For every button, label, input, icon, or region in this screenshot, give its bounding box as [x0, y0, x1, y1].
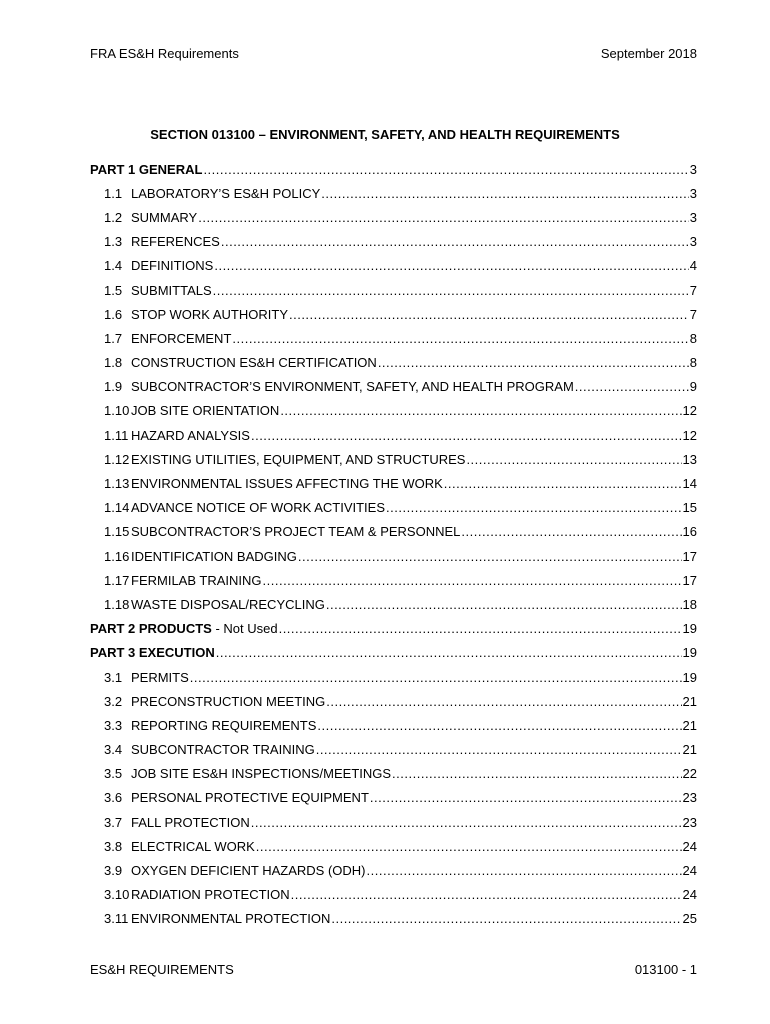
toc-entry[interactable] [90, 375, 697, 399]
toc-page-number: 24 [682, 838, 697, 854]
toc-dot-leader [331, 911, 681, 926]
toc-dot-leader [289, 307, 689, 322]
toc-entry[interactable] [90, 278, 697, 302]
toc-entry-number: 3.4 [104, 742, 123, 758]
toc-entry-number: 1.9 [104, 379, 123, 395]
toc-page-number: 16 [682, 524, 697, 540]
toc-entry[interactable] [90, 665, 697, 689]
toc-entry[interactable] [90, 762, 697, 786]
toc-page-number: 12 [682, 403, 697, 419]
toc-dot-leader [392, 766, 681, 781]
toc-page-number: 4 [689, 258, 697, 274]
toc-entry-number: 1.3 [104, 234, 123, 250]
toc-entry[interactable] [90, 689, 697, 713]
toc-entry[interactable] [90, 520, 697, 544]
toc-dot-leader [190, 670, 682, 685]
toc-entry-title: SUMMARY [131, 209, 198, 225]
toc-page-number: 19 [682, 621, 697, 637]
toc-entry-number: 1.12 [104, 451, 130, 467]
toc-dot-leader [203, 162, 688, 177]
toc-entry-title: SUBCONTRACTOR TRAINING [131, 742, 315, 758]
toc-dot-leader [575, 379, 689, 394]
toc-dot-leader [326, 694, 681, 709]
toc-page-number: 19 [682, 669, 697, 685]
toc-page-number: 7 [689, 306, 697, 322]
toc-dot-leader [263, 573, 682, 588]
toc-page-number: 14 [682, 476, 697, 492]
toc-entry[interactable] [90, 592, 697, 616]
toc-dot-leader [251, 428, 682, 443]
toc-entry-number: 1.6 [104, 306, 123, 322]
toc-entry[interactable] [90, 858, 697, 882]
toc-entry[interactable] [90, 544, 697, 568]
toc-entry-title [90, 621, 278, 636]
toc-entry-title: ENVIRONMENTAL PROTECTION [131, 911, 331, 927]
toc-dot-leader [280, 403, 681, 418]
toc-entry-title: ENVIRONMENTAL ISSUES AFFECTING THE WORK [131, 476, 443, 492]
toc-entry-title: SUBCONTRACTOR’S ENVIRONMENT, SAFETY, AND HEALTH PROGRAM [131, 379, 574, 395]
toc-page-number: 8 [689, 330, 697, 346]
toc-page-number: 24 [682, 863, 697, 879]
footer-label: ES&H REQUIREMENTS [90, 962, 234, 977]
toc-entry[interactable] [90, 834, 697, 858]
table-of-contents [90, 157, 697, 931]
toc-entry-title: FALL PROTECTION [131, 814, 250, 830]
toc-dot-leader [444, 476, 682, 491]
toc-entry-title: FERMILAB TRAINING [131, 572, 262, 588]
toc-entry-number: 1.10 [104, 403, 130, 419]
toc-entry[interactable] [90, 302, 697, 326]
toc-entry[interactable] [90, 254, 697, 278]
toc-entry[interactable] [90, 447, 697, 471]
toc-page-number: 13 [682, 451, 697, 467]
toc-entry[interactable] [90, 423, 697, 447]
toc-entry-number: 3.6 [104, 790, 123, 806]
toc-page-number: 24 [682, 887, 697, 903]
toc-entry-title: REPORTING REQUIREMENTS [131, 717, 317, 733]
toc-entry[interactable] [90, 738, 697, 762]
toc-entry-number: 3.7 [104, 814, 123, 830]
toc-entry-title: SUBMITTALS [131, 282, 212, 298]
toc-entry-number: 1.4 [104, 258, 123, 274]
header-document-title: FRA ES&H Requirements [90, 46, 239, 61]
toc-entry-title: IDENTIFICATION BADGING [131, 548, 297, 564]
toc-entry[interactable] [90, 471, 697, 495]
toc-entry-number: 3.1 [104, 669, 123, 685]
toc-entry[interactable] [90, 883, 697, 907]
toc-page-number: 21 [682, 717, 697, 733]
toc-entry-number: 1.7 [104, 330, 123, 346]
toc-page-number: 3 [689, 161, 697, 177]
toc-part-note: - Not Used [211, 621, 278, 637]
toc-dot-leader [386, 500, 682, 515]
toc-entry[interactable] [90, 496, 697, 520]
toc-entry-number: 1.13 [104, 476, 130, 492]
toc-dot-leader [317, 718, 681, 733]
toc-page-number: 17 [682, 572, 697, 588]
toc-entry-title: SUBCONTRACTOR’S PROJECT TEAM & PERSONNEL [131, 524, 461, 540]
toc-entry-number: 1.5 [104, 282, 123, 298]
toc-dot-leader [251, 815, 682, 830]
toc-page-number: 3 [689, 209, 697, 225]
toc-entry[interactable] [90, 351, 697, 375]
toc-entry[interactable] [90, 326, 697, 350]
toc-entry-title: REFERENCES [131, 234, 220, 250]
toc-entry[interactable] [90, 907, 697, 931]
toc-entry-number: 1.8 [104, 355, 123, 371]
toc-dot-leader [214, 258, 688, 273]
toc-page-number: 23 [682, 790, 697, 806]
toc-page-number: 3 [689, 234, 697, 250]
toc-entry-number: 1.16 [104, 548, 130, 564]
toc-part-heading[interactable] [90, 157, 697, 181]
toc-entry-number: 3.3 [104, 717, 123, 733]
toc-dot-leader [321, 186, 688, 201]
toc-page-number: 21 [682, 693, 697, 709]
toc-entry-title: RADIATION PROTECTION [131, 887, 290, 903]
toc-entry-title: ENFORCEMENT [131, 330, 232, 346]
toc-entry-title: DEFINITIONS [131, 258, 214, 274]
toc-dot-leader [298, 549, 682, 564]
toc-entry[interactable] [90, 810, 697, 834]
toc-dot-leader [221, 234, 689, 249]
toc-dot-leader [378, 355, 689, 370]
toc-part-label: PART 2 PRODUCTS [90, 621, 212, 637]
toc-dot-leader [326, 597, 682, 612]
toc-entry-title: JOB SITE ES&H INSPECTIONS/MEETINGS [131, 766, 392, 782]
toc-entry-title: LABORATORY’S ES&H POLICY [131, 185, 321, 201]
toc-entry-number: 1.11 [104, 427, 129, 443]
toc-dot-leader [216, 645, 682, 660]
toc-part-label: PART 3 EXECUTION [90, 645, 215, 661]
toc-page-number: 7 [689, 282, 697, 298]
toc-entry-title: EXISTING UTILITIES, EQUIPMENT, AND STRUCTURES [131, 451, 466, 467]
toc-part-heading[interactable] [90, 617, 697, 641]
toc-entry-title: STOP WORK AUTHORITY [131, 306, 288, 322]
toc-entry-title: PRECONSTRUCTION MEETING [131, 693, 326, 709]
header-date: September 2018 [600, 46, 697, 61]
toc-entry[interactable] [90, 181, 697, 205]
toc-page-number: 23 [682, 814, 697, 830]
toc-entry-title: CONSTRUCTION ES&H CERTIFICATION [131, 355, 377, 371]
toc-page-number: 19 [682, 645, 697, 661]
toc-page-number: 12 [682, 427, 697, 443]
toc-page-number: 17 [682, 548, 697, 564]
toc-dot-leader [461, 524, 681, 539]
toc-entry-number: 3.9 [104, 863, 123, 879]
section-title: SECTION 013100 – ENVIRONMENT, SAFETY, AND HEALTH REQUIREMENTS [150, 127, 620, 142]
toc-entry-number: 3.2 [104, 693, 123, 709]
toc-dot-leader [316, 742, 682, 757]
toc-page-number: 18 [682, 596, 697, 612]
footer-page-number: 013100 - 1 [634, 962, 697, 977]
toc-entry-title: WASTE DISPOSAL/RECYCLING [131, 596, 325, 612]
toc-dot-leader [279, 621, 682, 636]
toc-entry[interactable] [90, 568, 697, 592]
toc-dot-leader [198, 210, 689, 225]
toc-page-number: 21 [682, 742, 697, 758]
toc-entry-title: OXYGEN DEFICIENT HAZARDS (ODH) [131, 863, 366, 879]
toc-page-number: 8 [689, 355, 697, 371]
toc-page-number: 15 [682, 500, 697, 516]
toc-entry-title: ELECTRICAL WORK [131, 838, 255, 854]
toc-dot-leader [466, 452, 681, 467]
toc-dot-leader [370, 790, 682, 805]
toc-entry-number: 3.11 [104, 911, 129, 927]
toc-page-number: 3 [689, 185, 697, 201]
toc-entry-title: PERSONAL PROTECTIVE EQUIPMENT [131, 790, 369, 806]
toc-page-number: 25 [682, 911, 697, 927]
toc-entry-number: 3.8 [104, 838, 123, 854]
toc-entry[interactable] [90, 230, 697, 254]
toc-dot-leader [232, 331, 688, 346]
toc-entry-number: 1.18 [104, 596, 130, 612]
toc-part-label: PART 1 GENERAL [90, 161, 203, 177]
toc-entry-title [90, 645, 215, 660]
toc-entry-number: 3.5 [104, 766, 123, 782]
toc-entry-title: ADVANCE NOTICE OF WORK ACTIVITIES [131, 500, 386, 516]
toc-part-heading[interactable] [90, 641, 697, 665]
toc-dot-leader [367, 863, 682, 878]
toc-entry-number: 3.10 [104, 887, 130, 903]
toc-entry-number: 1.2 [104, 209, 123, 225]
toc-entry[interactable] [90, 399, 697, 423]
toc-entry[interactable] [90, 713, 697, 737]
toc-entry-title [90, 162, 202, 177]
toc-entry[interactable] [90, 205, 697, 229]
toc-page-number: 22 [682, 766, 697, 782]
toc-entry-title: PERMITS [131, 669, 189, 685]
toc-entry-number: 1.1 [104, 185, 123, 201]
toc-entry-title: HAZARD ANALYSIS [131, 427, 250, 443]
toc-dot-leader [291, 887, 682, 902]
toc-page-number: 9 [689, 379, 697, 395]
toc-entry-title: JOB SITE ORIENTATION [131, 403, 280, 419]
toc-entry-number: 1.15 [104, 524, 130, 540]
toc-entry-number: 1.14 [104, 500, 130, 516]
toc-dot-leader [213, 283, 689, 298]
toc-dot-leader [256, 839, 682, 854]
toc-entry[interactable] [90, 786, 697, 810]
toc-entry-number: 1.17 [104, 572, 130, 588]
